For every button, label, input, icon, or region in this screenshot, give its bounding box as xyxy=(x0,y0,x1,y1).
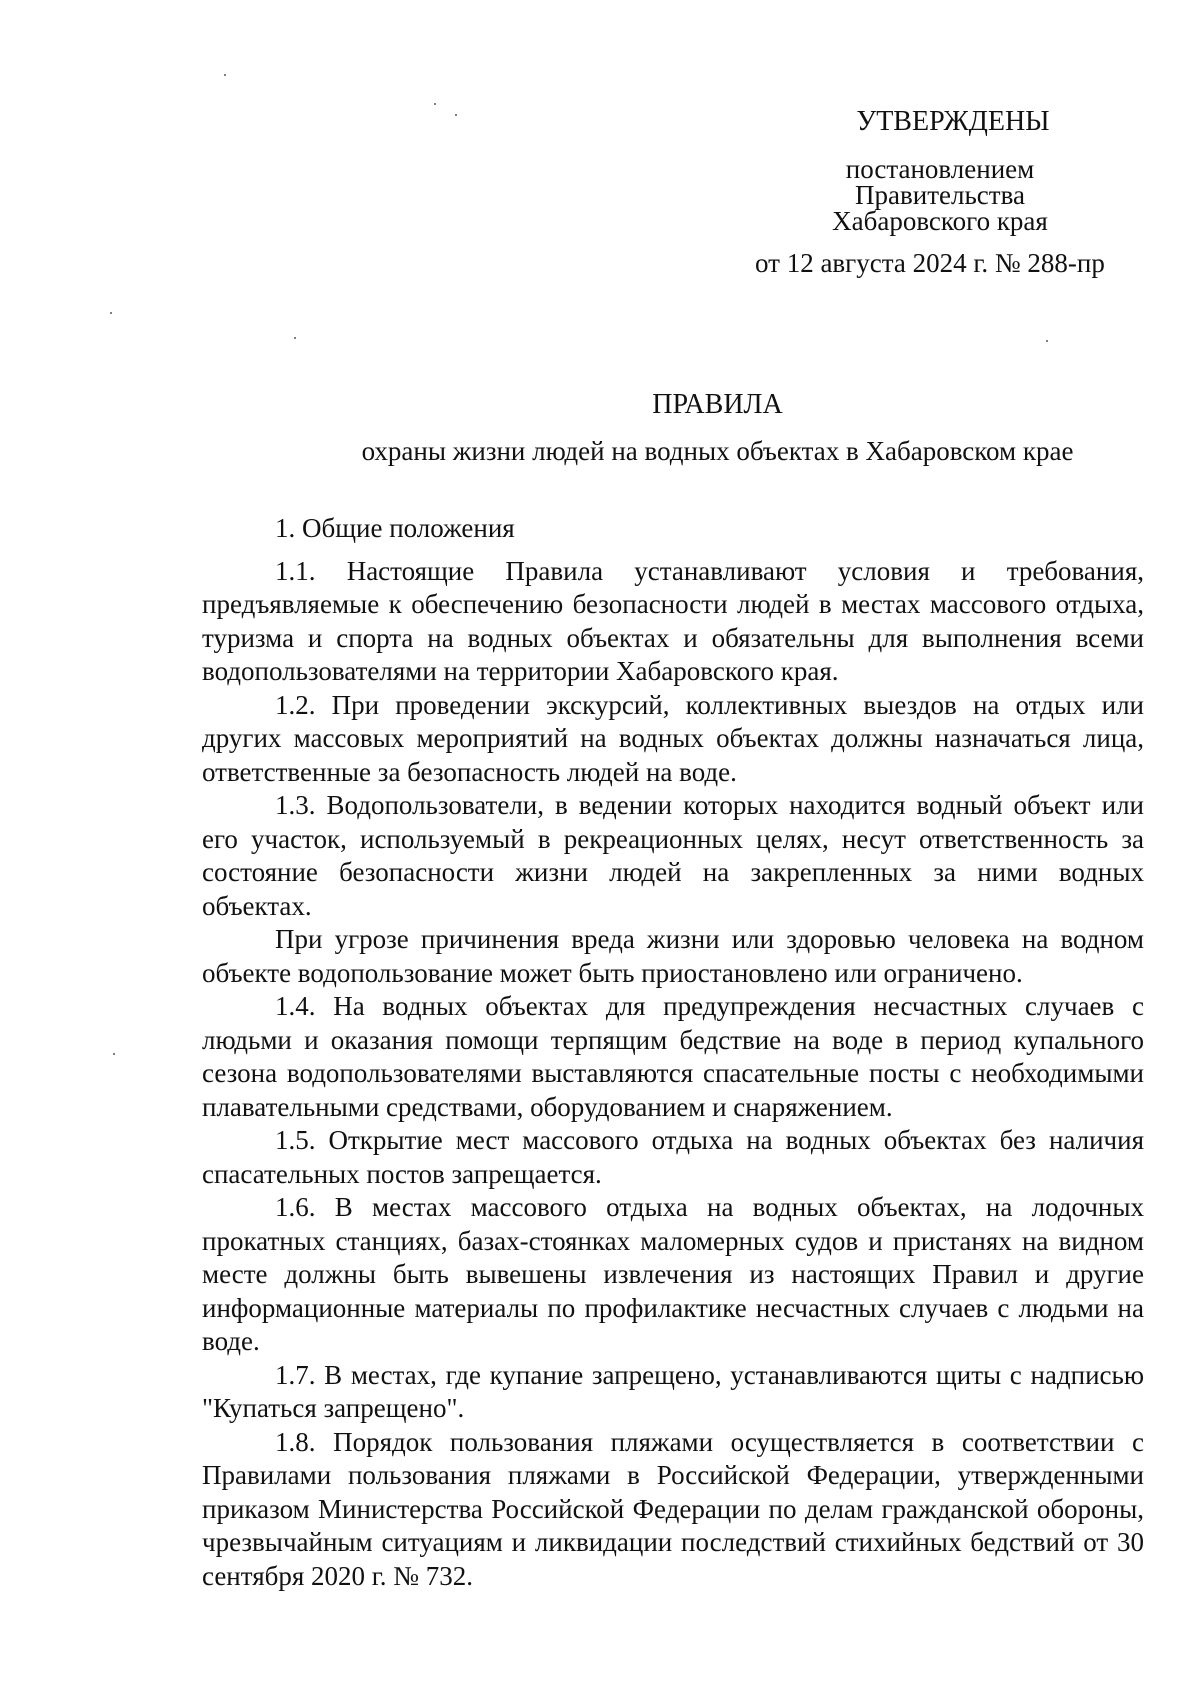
paragraph-1-3-continued: При угрозе причинения вреда жизни или здоровью человека на водном объекте водопользование может быть приостановлено или ограничено. xyxy=(202,924,1144,988)
document-title: ПРАВИЛА xyxy=(652,389,783,420)
scan-speck xyxy=(110,312,112,314)
scan-speck xyxy=(224,74,226,76)
approval-stamp xyxy=(740,108,1140,277)
approval-heading: УТВЕРЖДЕНЫ xyxy=(856,106,1050,137)
approval-date: от 12 августа 2024 г. № 288-пр xyxy=(755,248,1105,278)
approval-line-3: Хабаровского края xyxy=(832,206,1048,236)
paragraph-1-8: 1.8. Порядок пользования пляжами осуществляется в соответствии с Правилами пользования пляжами в Российской Федерации, утвержденными приказом Министерства Российской Федерации по делам гражданской обороны, чрезвычайным ситуациям и ликвидации последствий стихийных бедствий от 30 сентября 2020 г. № 732. xyxy=(202,1426,1144,1591)
document-title-block xyxy=(200,388,1145,468)
approval-line-2: Правительства xyxy=(855,180,1025,210)
approval-line-1: постановлением xyxy=(845,154,1035,184)
scan-speck xyxy=(113,1053,115,1055)
paragraph-1-3: 1.3. Водопользователи, в ведении которых находится водный объект или его участок, используемый в рекреационных целях, несут ответственность за состояние безопасности жизни людей на закрепленных за ними водных объектах. xyxy=(202,790,1144,921)
paragraph-1-4: 1.4. На водных объектах для предупреждения несчастных случаев с людьми и оказания помощи терпящим бедствие на воде в период купального сезона водопользователями выставляются спасательные посты с необходимыми плавательными средствами, оборудованием и снаряжением. xyxy=(202,991,1144,1122)
paragraph-1-6: 1.6. В местах массового отдыха на водных объектах, на лодочных прокатных станциях, базах-стоянках маломерных судов и пристанях на видном месте должны быть вывешены извлечения из настоящих Правил и другие информационные материалы по профилактике несчастных случаев с людьми на воде. xyxy=(202,1192,1144,1356)
paragraph-1-2: 1.2. При проведении экскурсий, коллективных выездов на отдых или других массовых мероприятий на водных объектах должны назначаться лица, ответственные за безопасность людей на воде. xyxy=(202,689,1144,787)
scan-speck xyxy=(434,103,436,105)
document-body xyxy=(202,512,1144,1593)
section-heading: 1. Общие положения xyxy=(275,513,515,543)
document-subtitle: охраны жизни людей на водных объектах в Хабаровском крае xyxy=(361,436,1074,466)
scan-speck xyxy=(455,114,457,116)
scan-speck xyxy=(294,337,296,339)
scan-speck xyxy=(1046,340,1048,342)
paragraph-1-5: 1.5. Открытие мест массового отдыха на водных объектах без наличия спасательных постов запрещается. xyxy=(202,1125,1144,1189)
paragraph-1-1: 1.1. Настоящие Правила устанавливают условия и требования, предъявляемые к обеспечению безопасности людей в местах массового отдыха, туризма и спорта на водных объектах и обязательны для выполнения всеми водопользователями на территории Хабаровского края. xyxy=(202,555,1144,686)
paragraph-1-7: 1.7. В местах, где купание запрещено, устанавливаются щиты с надписью "Купаться запрещено". xyxy=(202,1359,1144,1423)
